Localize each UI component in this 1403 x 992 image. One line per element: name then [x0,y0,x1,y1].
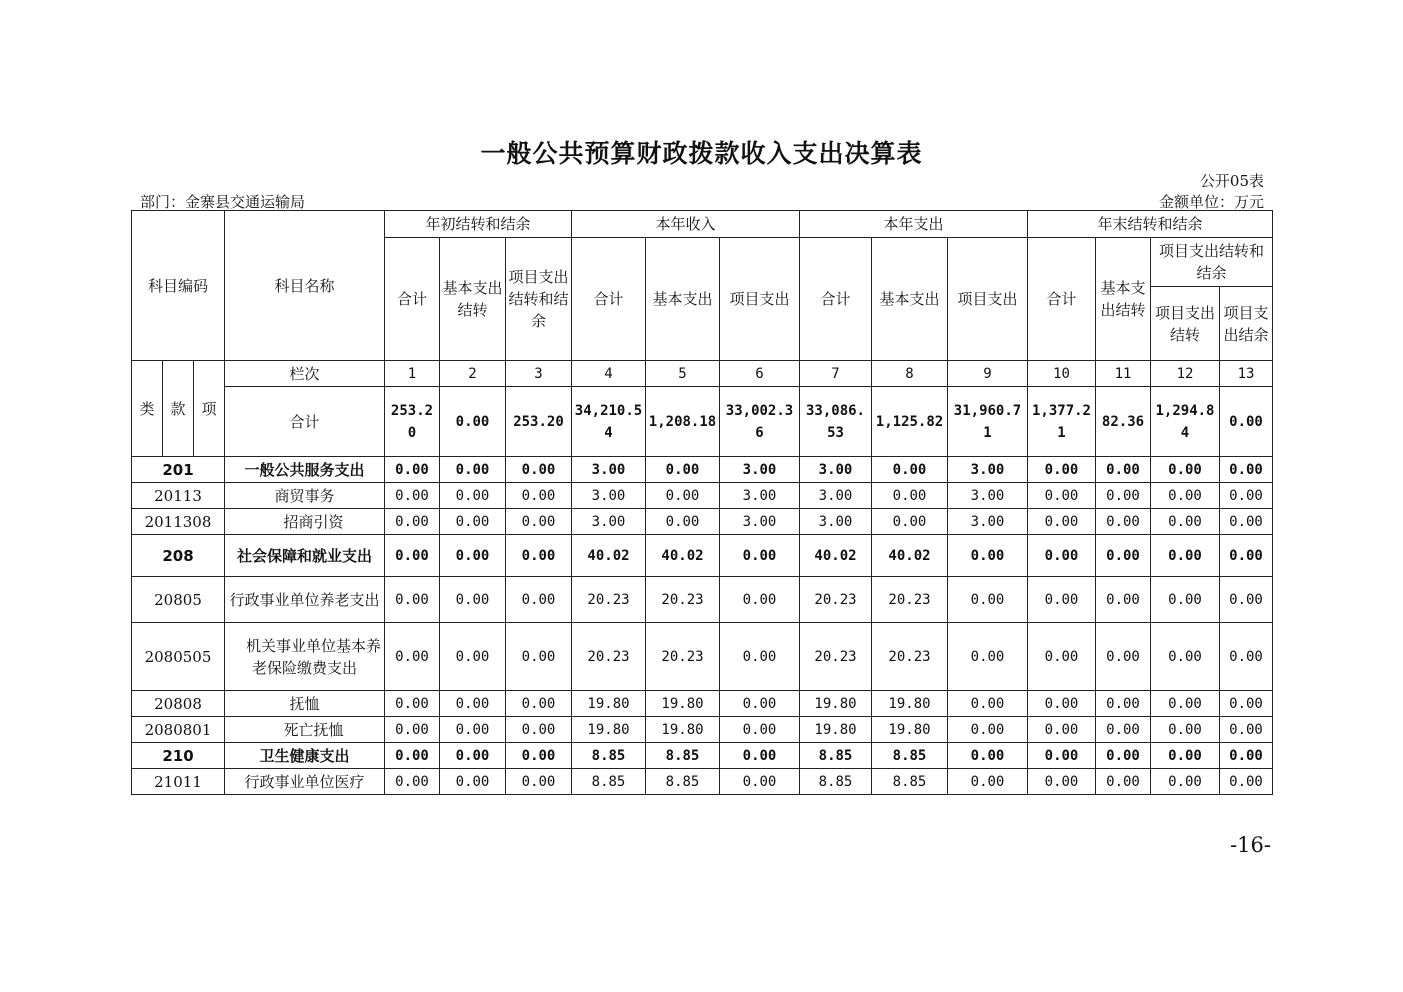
table-row [132,743,1273,769]
amount-cell: 0.00 [1151,769,1220,795]
amount-cell: 0.00 [1220,623,1273,691]
total-value: 0.00 [1220,387,1273,457]
amount-cell: 0.00 [385,623,440,691]
amount-cell: 20.23 [572,577,646,623]
subject-name-text: 招商引资 [283,512,344,531]
table-row [132,623,1273,691]
header-subject-name: 科目名称 [225,211,385,361]
amount-cell: 0.00 [506,509,572,535]
amount-cell: 0.00 [948,717,1028,743]
header-group-beginning: 年初结转和结余 [385,211,572,238]
amount-cell: 0.00 [1151,717,1220,743]
amount-cell: 0.00 [646,483,720,509]
amount-cell: 0.00 [440,577,506,623]
amount-cell: 20.23 [872,577,948,623]
amount-cell: 3.00 [800,483,872,509]
amount-cell: 8.85 [572,743,646,769]
total-value: 1,377.21 [1028,387,1096,457]
amount-cell: 0.00 [948,535,1028,577]
amount-cell: 0.00 [440,623,506,691]
column-index-cell: 8 [872,361,948,387]
column-index-cell: 4 [572,361,646,387]
header-subject-code: 科目编码 [132,211,225,361]
amount-cell: 0.00 [1096,577,1151,623]
header-beginning-project: 项目支出结转和结余 [506,238,572,361]
amount-cell: 0.00 [1028,769,1096,795]
amount-cell: 0.00 [1220,769,1273,795]
amount-cell: 0.00 [385,691,440,717]
amount-cell: 0.00 [506,535,572,577]
amount-cell: 0.00 [872,457,948,483]
subject-name-text: 死亡抚恤 [283,720,344,739]
amount-cell: 0.00 [385,457,440,483]
subject-name-text: 抚恤 [289,694,320,713]
subject-name-cell [225,717,385,743]
table-row [132,717,1273,743]
amount-cell: 0.00 [506,691,572,717]
amount-cell: 0.00 [1151,623,1220,691]
subject-name-cell [225,623,385,691]
amount-cell: 0.00 [948,743,1028,769]
amount-cell: 0.00 [506,743,572,769]
amount-cell: 0.00 [440,717,506,743]
total-value: 33,002.36 [720,387,800,457]
amount-cell: 0.00 [1028,623,1096,691]
amount-cell: 0.00 [1220,509,1273,535]
amount-cell: 19.80 [872,717,948,743]
subject-code-cell: 21011 [132,769,225,795]
subject-name-text: 社会保障和就业支出 [236,546,372,565]
column-index-label: 栏次 [225,361,385,387]
amount-cell: 0.00 [1028,691,1096,717]
amount-cell: 3.00 [948,457,1028,483]
amount-cell: 0.00 [440,535,506,577]
amount-cell: 0.00 [1151,483,1220,509]
amount-cell: 3.00 [948,483,1028,509]
amount-cell: 0.00 [1151,535,1220,577]
amount-cell: 0.00 [1220,743,1273,769]
subject-code-cell: 20808 [132,691,225,717]
column-index-row [132,361,1273,387]
amount-cell: 40.02 [872,535,948,577]
header-expense-project: 项目支出 [948,238,1028,361]
amount-cell: 8.85 [646,769,720,795]
amount-cell: 0.00 [440,509,506,535]
amount-cell: 0.00 [1096,535,1151,577]
total-value: 253.20 [506,387,572,457]
amount-cell: 0.00 [1028,535,1096,577]
amount-cell: 0.00 [506,769,572,795]
amount-cell: 0.00 [1151,577,1220,623]
subject-name-cell [225,577,385,623]
subject-name-text: 一般公共服务支出 [244,460,365,479]
amount-cell: 0.00 [440,769,506,795]
total-value: 33,086.53 [800,387,872,457]
column-index-cell: 2 [440,361,506,387]
table-row [132,577,1273,623]
amount-cell: 0.00 [385,717,440,743]
subject-name-text: 机关事业单位基本养老保险缴费支出 [245,636,381,677]
amount-cell: 20.23 [646,577,720,623]
amount-cell: 0.00 [1028,717,1096,743]
amount-cell: 0.00 [1096,717,1151,743]
amount-cell: 20.23 [572,623,646,691]
header-section: 款 [163,361,194,457]
header-income-total: 合计 [572,238,646,361]
budget-table [131,210,1273,795]
total-value: 1,294.84 [1151,387,1220,457]
subject-name-cell [225,535,385,577]
amount-cell: 0.00 [1096,623,1151,691]
amount-cell: 0.00 [1096,509,1151,535]
amount-cell: 8.85 [872,769,948,795]
subject-name-text: 行政事业单位医疗 [244,772,365,791]
total-value: 253.20 [385,387,440,457]
amount-cell: 19.80 [572,691,646,717]
table-row [132,457,1273,483]
subject-code-cell: 210 [132,743,225,769]
column-index-cell: 13 [1220,361,1273,387]
total-value: 31,960.71 [948,387,1028,457]
amount-cell: 0.00 [506,483,572,509]
amount-cell: 0.00 [1220,691,1273,717]
column-index-cell: 11 [1096,361,1151,387]
amount-cell: 0.00 [506,577,572,623]
amount-cell: 0.00 [646,509,720,535]
amount-cell: 0.00 [720,743,800,769]
header-income-project: 项目支出 [720,238,800,361]
amount-cell: 0.00 [385,769,440,795]
header-beginning-basic: 基本支出结转 [440,238,506,361]
amount-cell: 3.00 [572,457,646,483]
amount-cell: 40.02 [572,535,646,577]
total-label: 合计 [225,387,385,457]
unit-label: 金额单位：万元 [1158,193,1264,211]
header-ending-project-balance: 项目支出结余 [1220,287,1273,361]
amount-cell: 3.00 [800,457,872,483]
amount-cell: 0.00 [720,535,800,577]
table-row [132,535,1273,577]
total-value: 1,125.82 [872,387,948,457]
subject-name-cell [225,509,385,535]
department-label: 部门：金寨县交通运输局 [140,193,306,211]
amount-cell: 0.00 [1151,691,1220,717]
amount-cell: 0.00 [506,623,572,691]
amount-cell: 20.23 [800,577,872,623]
amount-cell: 0.00 [1220,457,1273,483]
amount-cell: 0.00 [1028,743,1096,769]
amount-cell: 8.85 [800,743,872,769]
amount-cell: 0.00 [1220,535,1273,577]
header-income-basic: 基本支出 [646,238,720,361]
subject-code-cell: 208 [132,535,225,577]
amount-cell: 0.00 [720,717,800,743]
total-value: 1,208.18 [646,387,720,457]
amount-cell: 19.80 [800,717,872,743]
amount-cell: 0.00 [1096,457,1151,483]
header-expense-basic: 基本支出 [872,238,948,361]
subject-name-text: 行政事业单位养老支出 [229,590,380,609]
page-number: -16- [1230,833,1271,857]
subject-code-cell: 2080505 [132,623,225,691]
amount-cell: 0.00 [440,691,506,717]
amount-cell: 0.00 [948,691,1028,717]
form-number: 公开05表 [1199,172,1264,190]
header-beginning-total: 合计 [385,238,440,361]
total-value: 34,210.54 [572,387,646,457]
header-class: 类 [132,361,163,457]
total-value: 0.00 [440,387,506,457]
amount-cell: 0.00 [720,577,800,623]
subject-name-text: 商贸事务 [274,486,335,505]
subject-code-cell: 201 [132,457,225,483]
amount-cell: 3.00 [720,483,800,509]
amount-cell: 0.00 [1028,483,1096,509]
amount-cell: 19.80 [646,717,720,743]
amount-cell: 0.00 [948,577,1028,623]
column-index-cell: 10 [1028,361,1096,387]
column-index-cell: 9 [948,361,1028,387]
amount-cell: 8.85 [646,743,720,769]
amount-cell: 0.00 [720,623,800,691]
amount-cell: 19.80 [800,691,872,717]
header-row-groups [132,211,1273,238]
column-index-cell: 7 [800,361,872,387]
amount-cell: 0.00 [720,769,800,795]
total-row [132,387,1273,457]
amount-cell: 0.00 [1028,577,1096,623]
header-group-ending: 年末结转和结余 [1028,211,1273,238]
amount-cell: 3.00 [572,483,646,509]
amount-cell: 0.00 [506,717,572,743]
amount-cell: 0.00 [1151,743,1220,769]
amount-cell: 8.85 [572,769,646,795]
table-row [132,483,1273,509]
amount-cell: 0.00 [440,743,506,769]
amount-cell: 0.00 [948,623,1028,691]
amount-cell: 0.00 [385,483,440,509]
column-index-cell: 12 [1151,361,1220,387]
subject-name-cell [225,743,385,769]
amount-cell: 20.23 [646,623,720,691]
column-index-cell: 6 [720,361,800,387]
amount-cell: 0.00 [720,691,800,717]
header-group-income: 本年收入 [572,211,800,238]
amount-cell: 0.00 [1151,509,1220,535]
amount-cell: 19.80 [646,691,720,717]
amount-cell: 40.02 [800,535,872,577]
header-group-expense: 本年支出 [800,211,1028,238]
amount-cell: 0.00 [440,457,506,483]
amount-cell: 0.00 [385,535,440,577]
subject-code-cell: 20113 [132,483,225,509]
amount-cell: 0.00 [1151,457,1220,483]
header-item: 项 [194,361,225,457]
subject-name-cell [225,483,385,509]
table-row [132,769,1273,795]
amount-cell: 0.00 [385,743,440,769]
amount-cell: 0.00 [385,509,440,535]
subject-code-cell: 20805 [132,577,225,623]
column-index-cell: 5 [646,361,720,387]
table-row [132,509,1273,535]
column-index-cell: 3 [506,361,572,387]
amount-cell: 3.00 [800,509,872,535]
header-ending-project-group: 项目支出结转和结余 [1151,238,1273,287]
column-index-cell: 1 [385,361,440,387]
amount-cell: 0.00 [1096,769,1151,795]
amount-cell: 0.00 [1096,743,1151,769]
table-row [132,691,1273,717]
subject-name-text: 卫生健康支出 [259,746,350,765]
amount-cell: 0.00 [872,483,948,509]
header-ending-project-carryover: 项目支出结转 [1151,287,1220,361]
amount-cell: 19.80 [572,717,646,743]
amount-cell: 20.23 [872,623,948,691]
amount-cell: 0.00 [385,577,440,623]
amount-cell: 3.00 [572,509,646,535]
subject-name-cell [225,457,385,483]
header-ending-basic: 基本支出结转 [1096,238,1151,361]
subject-name-cell [225,769,385,795]
amount-cell: 0.00 [440,483,506,509]
amount-cell: 0.00 [1096,691,1151,717]
amount-cell: 3.00 [720,457,800,483]
page-title: 一般公共预算财政拨款收入支出决算表 [480,139,923,168]
amount-cell: 0.00 [506,457,572,483]
amount-cell: 0.00 [1028,457,1096,483]
amount-cell: 3.00 [720,509,800,535]
subject-code-cell: 2011308 [132,509,225,535]
subject-name-cell [225,691,385,717]
amount-cell: 3.00 [948,509,1028,535]
amount-cell: 19.80 [872,691,948,717]
total-value: 82.36 [1096,387,1151,457]
amount-cell: 0.00 [1220,717,1273,743]
amount-cell: 40.02 [646,535,720,577]
amount-cell: 0.00 [948,769,1028,795]
header-ending-total: 合计 [1028,238,1096,361]
amount-cell: 20.23 [800,623,872,691]
amount-cell: 8.85 [800,769,872,795]
amount-cell: 0.00 [872,509,948,535]
amount-cell: 8.85 [872,743,948,769]
amount-cell: 0.00 [1220,483,1273,509]
amount-cell: 0.00 [1096,483,1151,509]
header-expense-total: 合计 [800,238,872,361]
amount-cell: 0.00 [1028,509,1096,535]
amount-cell: 0.00 [646,457,720,483]
amount-cell: 0.00 [1220,577,1273,623]
subject-code-cell: 2080801 [132,717,225,743]
